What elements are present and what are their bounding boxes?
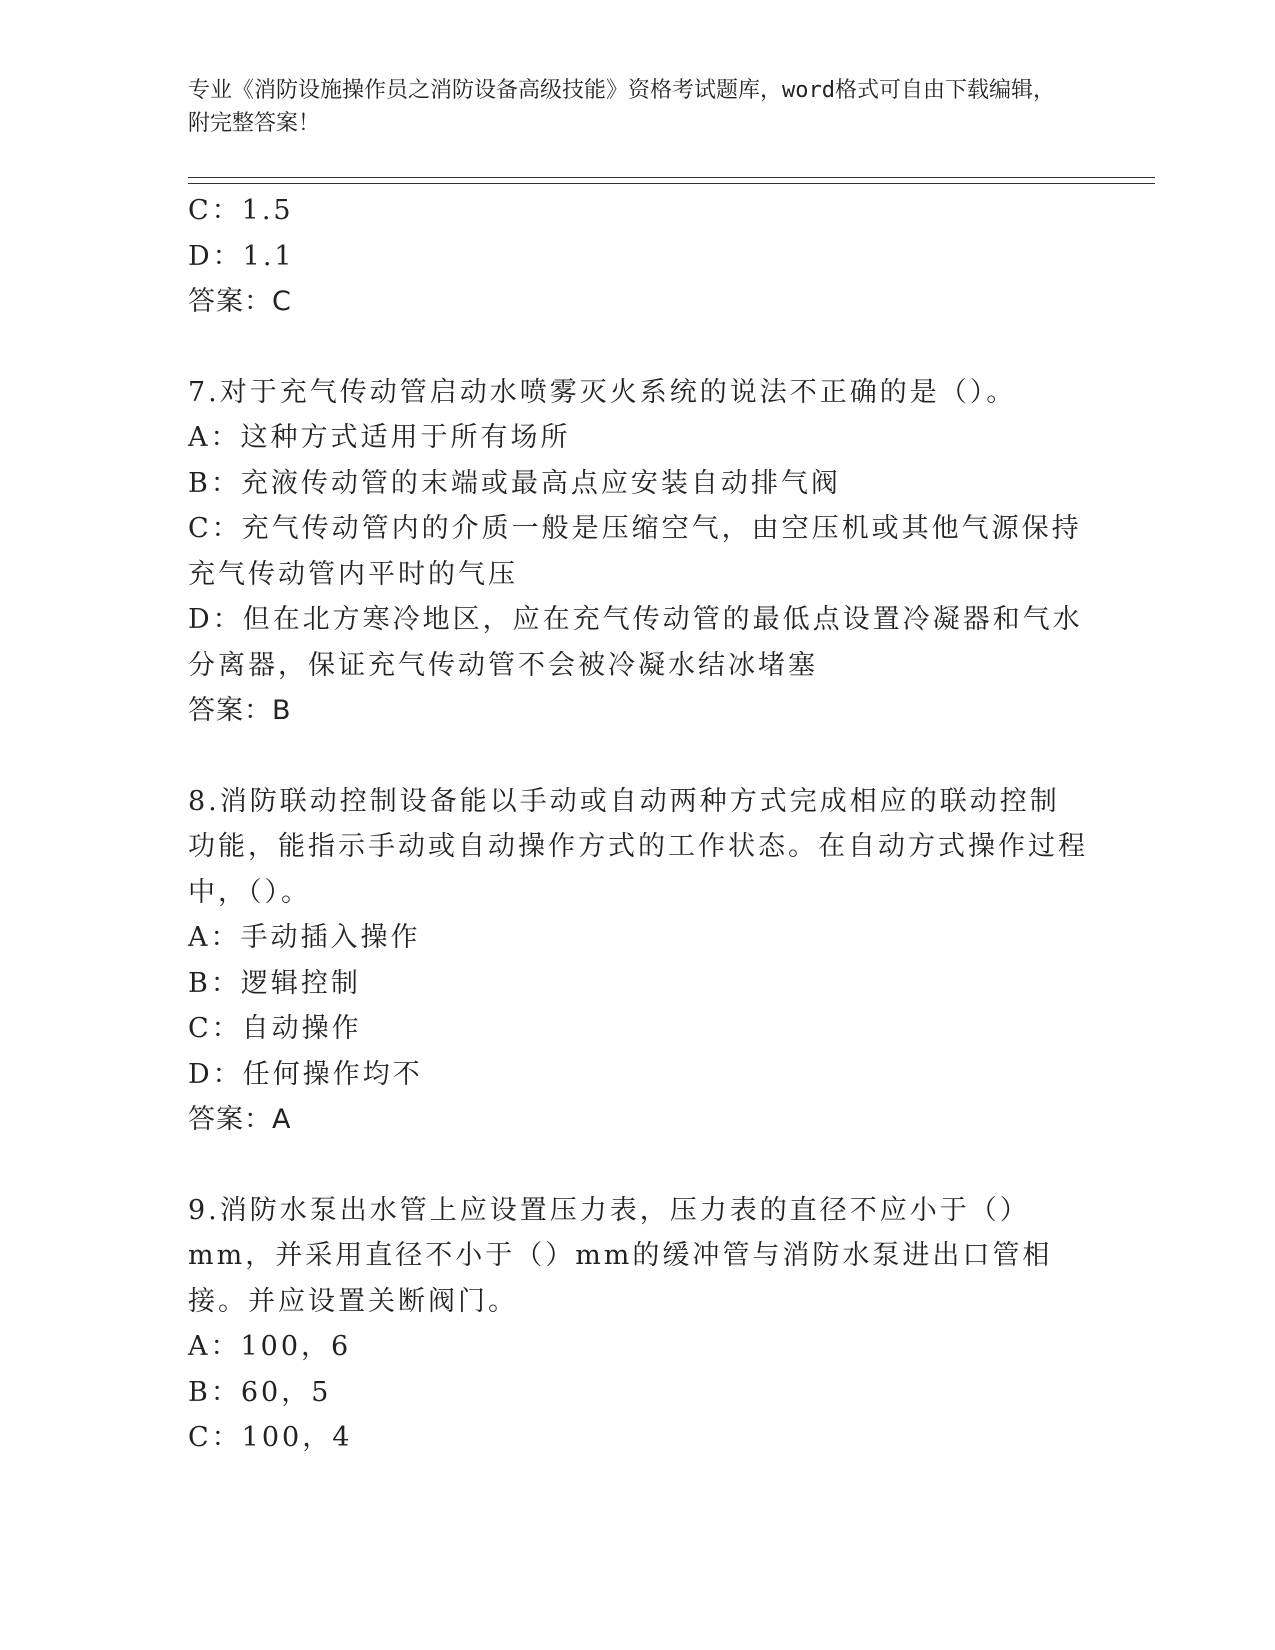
answer-line: 答案：B (188, 695, 292, 726)
answer-line: 答案：C (188, 286, 292, 317)
spacer (188, 1143, 1088, 1188)
option-b: B：逻辑控制 (188, 967, 361, 999)
option-d: D：任何操作均不 (188, 1058, 423, 1090)
option-b: B：充液传动管的末端或最高点应安装自动排气阀 (188, 467, 841, 499)
question-9 (188, 1188, 1088, 1461)
spacer (188, 734, 1088, 779)
option-c: C：自动操作 (188, 1013, 362, 1044)
option-d: D：1.1 (188, 240, 295, 272)
option-d: D：但在北方寒冷地区，应在充气传动管的最低点设置冷凝器和气水分离器，保证充气传动管不会被冷凝水结冰堵塞 (188, 604, 1083, 681)
previous-question-tail (188, 188, 1088, 325)
spacer (188, 325, 1088, 370)
document-body (188, 188, 1088, 1461)
option-c: C：1.5 (188, 195, 294, 226)
header-divider-bottom (188, 183, 1155, 184)
page-header (188, 74, 1068, 140)
header-divider-top (188, 177, 1155, 178)
question-stem: 7.对于充气传动管启动水喷雾灭火系统的说法不正确的是（）。 (188, 376, 1017, 408)
question-stem: 9.消防水泵出水管上应设置压力表，压力表的直径不应小于（）mm，并采用直径不小于（）mm的缓冲管与消防水泵进出口管相接。并应设置关断阀门。 (188, 1194, 1053, 1317)
option-a: A：100，6 (188, 1331, 352, 1362)
answer-line: 答案：A (188, 1104, 292, 1135)
question-8 (188, 779, 1088, 1143)
option-b: B：60，5 (188, 1376, 332, 1408)
question-7 (188, 370, 1088, 734)
question-stem: 8.消防联动控制设备能以手动或自动两种方式完成相应的联动控制功能，能指示手动或自动操作方式的工作状态。在自动方式操作过程中，（）。 (188, 785, 1088, 908)
option-c: C：充气传动管内的介质一般是压缩空气，由空压机或其他气源保持充气传动管内平时的气压 (188, 513, 1082, 590)
option-c: C：100，4 (188, 1422, 353, 1453)
option-a: A：手动插入操作 (188, 922, 421, 953)
option-a: A：这种方式适用于所有场所 (188, 422, 571, 453)
header-text: 专业《消防设施操作员之消防设备高级技能》资格考试题库，word格式可自由下载编辑，附完整答案！ (188, 78, 1055, 136)
